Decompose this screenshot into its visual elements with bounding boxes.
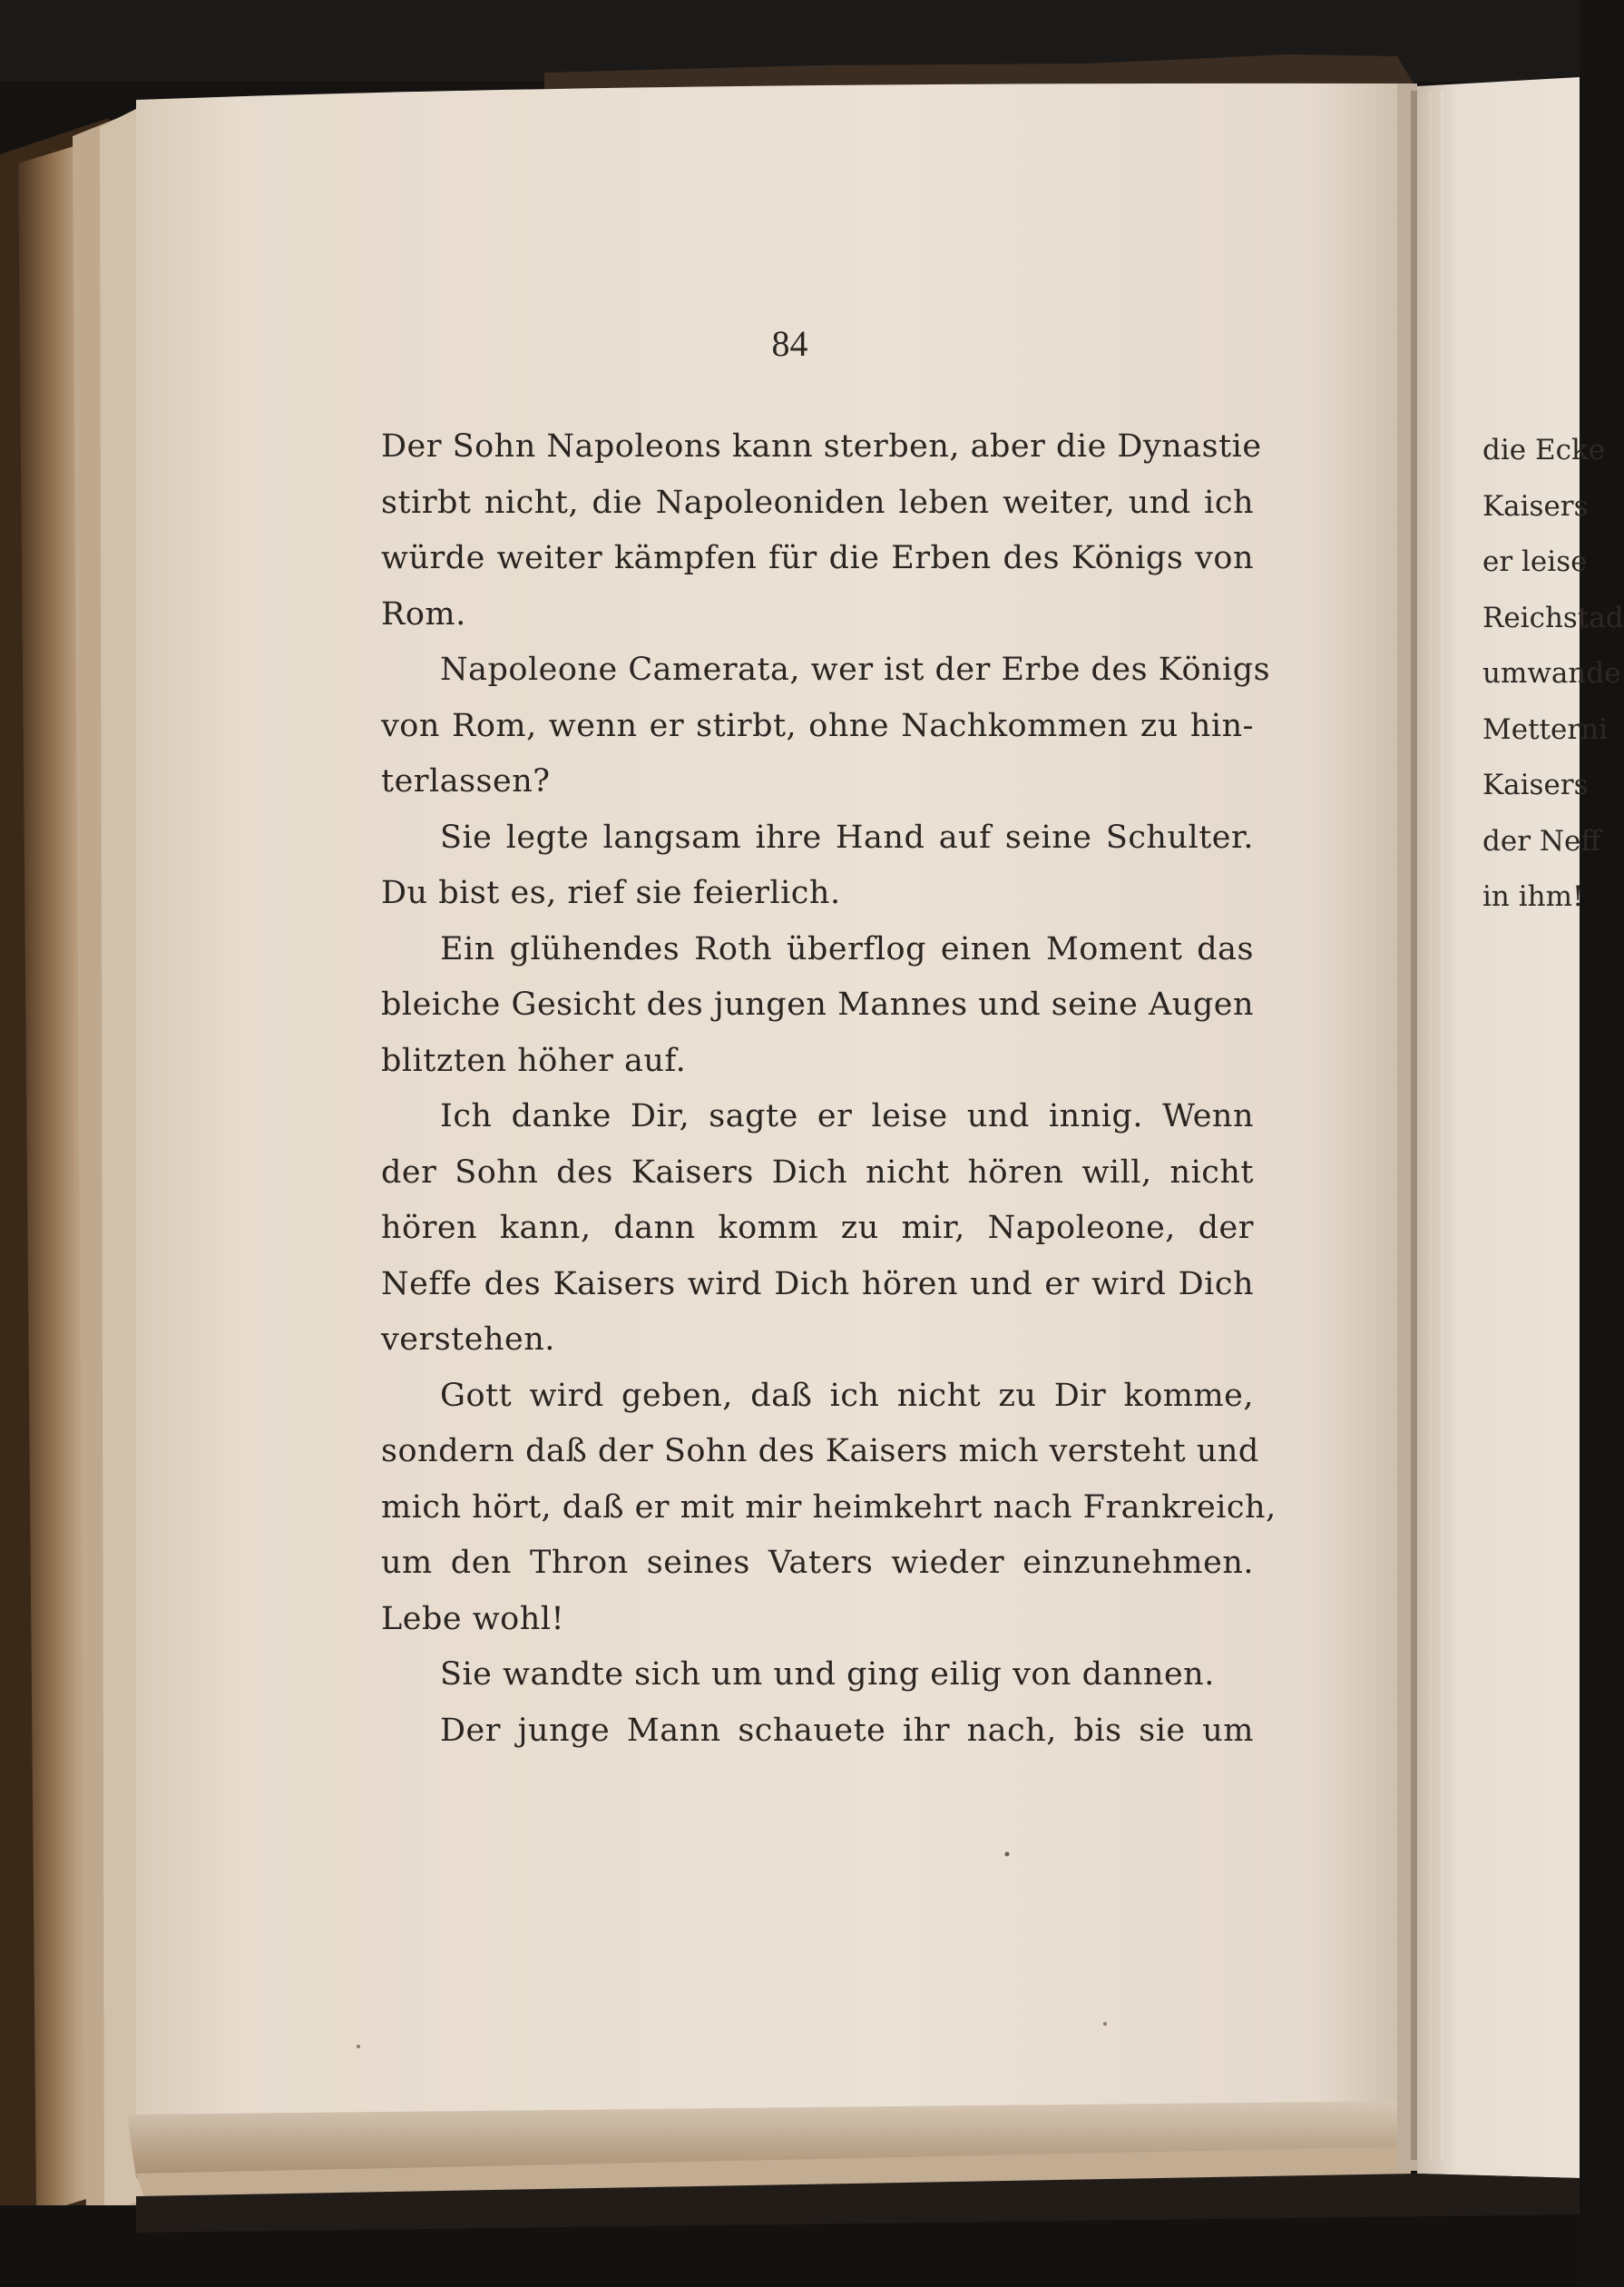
text-line: um den Thron seines Vaters wieder einzunehmen. [381, 1545, 1254, 1581]
text-line: Der junge Mann schauete ihr nach, bis sie um [440, 1712, 1254, 1749]
text-line: blitzten höher auf. [381, 1042, 687, 1079]
text-line: würde weiter kämpfen für die Erben des Königs von [381, 540, 1254, 576]
text-line: der Sohn des Kaisers Dich nicht hören will, nicht [381, 1153, 1254, 1191]
right-page-fragment [1482, 423, 1624, 926]
right-page-line: Metterni [1482, 712, 1609, 746]
text-line: Sie legte langsam ihre Hand auf seine Schulter. [440, 819, 1254, 856]
text-line: Sie wandte sich um und ging eilig von dannen. [440, 1656, 1215, 1693]
text-line: Ich danke Dir, sagte er leise und innig. Wenn [440, 1098, 1254, 1134]
text-line: terlassen? [381, 763, 551, 800]
text-line: von Rom, wenn er stirbt, ohne Nachkommen zu hin- [381, 707, 1254, 744]
text-line: Napoleone Camerata, wer ist der Erbe des Königs [440, 652, 1271, 688]
text-line: bleiche Gesicht des jungen Mannes und seine Augen [381, 986, 1254, 1023]
text-line: Rom. [381, 595, 466, 633]
right-page-line: in ihm! [1482, 880, 1584, 913]
text-line: Ein glühendes Roth überflog einen Moment das [440, 930, 1254, 967]
right-page-line: der Neff [1482, 824, 1601, 858]
text-line: sondern daß der Sohn des Kaisers mich versteht und [381, 1433, 1259, 1469]
right-page-line: die Ecke [1482, 434, 1606, 466]
text-line: Der Sohn Napoleons kann sterben, aber die Dynastie [381, 428, 1262, 465]
text-line: Gott wird geben, daß ich nicht zu Dir komme, [440, 1377, 1254, 1414]
right-page-line: Reichstad [1482, 601, 1624, 634]
text-line: mich hört, daß er mit mir heimkehrt nach Frankreich, [381, 1488, 1277, 1526]
page-number: 84 [771, 323, 808, 364]
page-text [381, 419, 1277, 1759]
right-page-line: Kaisers [1482, 489, 1589, 523]
text-line: verstehen. [381, 1321, 555, 1358]
text-line: Du bist es, rief sie feierlich. [381, 875, 841, 911]
text-line: Lebe wohl! [381, 1600, 565, 1637]
right-page-line: Kaisers [1482, 769, 1589, 801]
text-line: stirbt nicht, die Napoleoniden leben weiter, und ich [381, 484, 1254, 521]
text-line: Neffe des Kaisers wird Dich hören und er wird Dich [381, 1265, 1254, 1302]
right-page-line: er leise [1482, 545, 1588, 578]
text-line: hören kann, dann komm zu mir, Napoleone, der [381, 1210, 1254, 1246]
right-page-line: umwande [1482, 657, 1621, 690]
